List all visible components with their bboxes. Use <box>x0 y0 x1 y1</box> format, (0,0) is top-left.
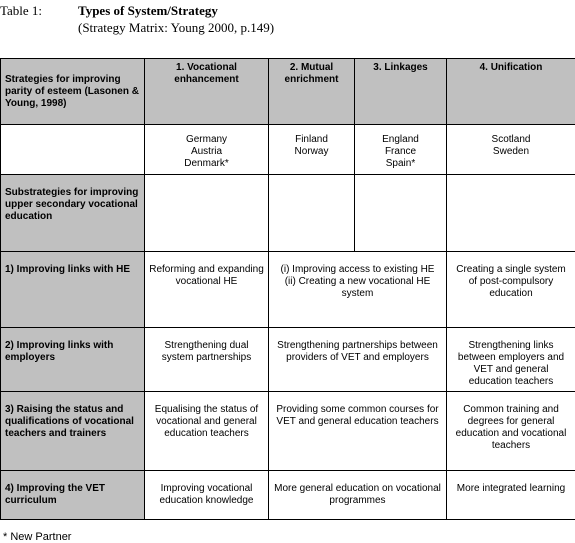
row-cell-mutual-enrichment-linkages <box>269 252 447 328</box>
header-mutual-enrichment: 2. Mutual enrichment <box>269 59 355 125</box>
countries-linkages <box>355 125 447 175</box>
row-cell-mutual-enrichment-linkages: More general education on vocational programmes <box>269 471 447 520</box>
substrategies-row <box>1 175 575 252</box>
header-unification: 4. Unification <box>447 59 575 125</box>
country-name: Denmark* <box>184 158 229 169</box>
row-cell-unification: Common training and degrees for general education and vocational teachers <box>447 392 575 471</box>
row-cell-unification: Strengthening links between employers and VET and general education teachers <box>447 328 575 392</box>
country-name: England <box>382 134 419 145</box>
empty-cell <box>447 175 575 252</box>
table-row <box>1 471 575 520</box>
countries-label-cell <box>1 125 145 175</box>
countries-vocational-enhancement <box>145 125 269 175</box>
table-row <box>1 328 575 392</box>
country-name: Norway <box>294 146 329 157</box>
row-label: 3) Raising the status and qualifications of vocational teachers and trainers <box>1 392 145 471</box>
row-cell-mutual-enrichment-linkages: Providing some common courses for VET and general education teachers <box>269 392 447 471</box>
country-name: Sweden <box>492 146 530 157</box>
cell-line: (ii) Creating a new vocational HE system <box>284 276 431 299</box>
strategy-matrix-table <box>0 58 575 520</box>
header-vocational-enhancement: 1. Vocational enhancement <box>145 59 269 125</box>
cell-line: (i) Improving access to existing HE <box>280 264 435 275</box>
table-row <box>1 392 575 471</box>
row-label: 1) Improving links with HE <box>1 252 145 328</box>
caption-label: Table 1: <box>0 3 43 18</box>
table-row <box>1 252 575 328</box>
country-name: Scotland <box>491 134 531 145</box>
country-name: Finland <box>295 134 328 145</box>
country-name: Austria <box>190 146 223 157</box>
substrategies-label: Substrategies for improving upper secondary vocational education <box>1 175 145 252</box>
row-label: 4) Improving the VET curriculum <box>1 471 145 520</box>
row-cell-vocational-enhancement: Strengthening dual system partnerships <box>145 328 269 392</box>
countries-mutual-enrichment <box>269 125 355 175</box>
row-cell-vocational-enhancement: Reforming and expanding vocational HE <box>145 252 269 328</box>
empty-cell <box>355 175 447 252</box>
country-name: Germany <box>185 134 228 145</box>
header-row <box>1 59 575 125</box>
country-name: France <box>384 146 417 157</box>
row-cell-vocational-enhancement: Improving vocational education knowledge <box>145 471 269 520</box>
footnote: * New Partner <box>3 531 72 543</box>
header-corner-cell: Strategies for improving parity of esteem (Lasonen & Young, 1998) <box>1 59 145 125</box>
row-cell-unification: Creating a single system of post-compulsory education <box>447 252 575 328</box>
row-cell-mutual-enrichment-linkages: Strengthening partnerships between providers of VET and employers <box>269 328 447 392</box>
caption-title: Types of System/Strategy <box>78 3 218 18</box>
header-linkages: 3. Linkages <box>355 59 447 125</box>
row-label: 2) Improving links with employers <box>1 328 145 392</box>
empty-cell <box>145 175 269 252</box>
row-cell-vocational-enhancement: Equalising the status of vocational and general education teachers <box>145 392 269 471</box>
countries-row <box>1 125 575 175</box>
caption-source: (Strategy Matrix: Young 2000, p.149) <box>78 20 275 35</box>
countries-unification <box>447 125 575 175</box>
row-cell-unification: More integrated learning <box>447 471 575 520</box>
empty-cell <box>269 175 355 252</box>
country-name: Spain* <box>385 158 416 169</box>
